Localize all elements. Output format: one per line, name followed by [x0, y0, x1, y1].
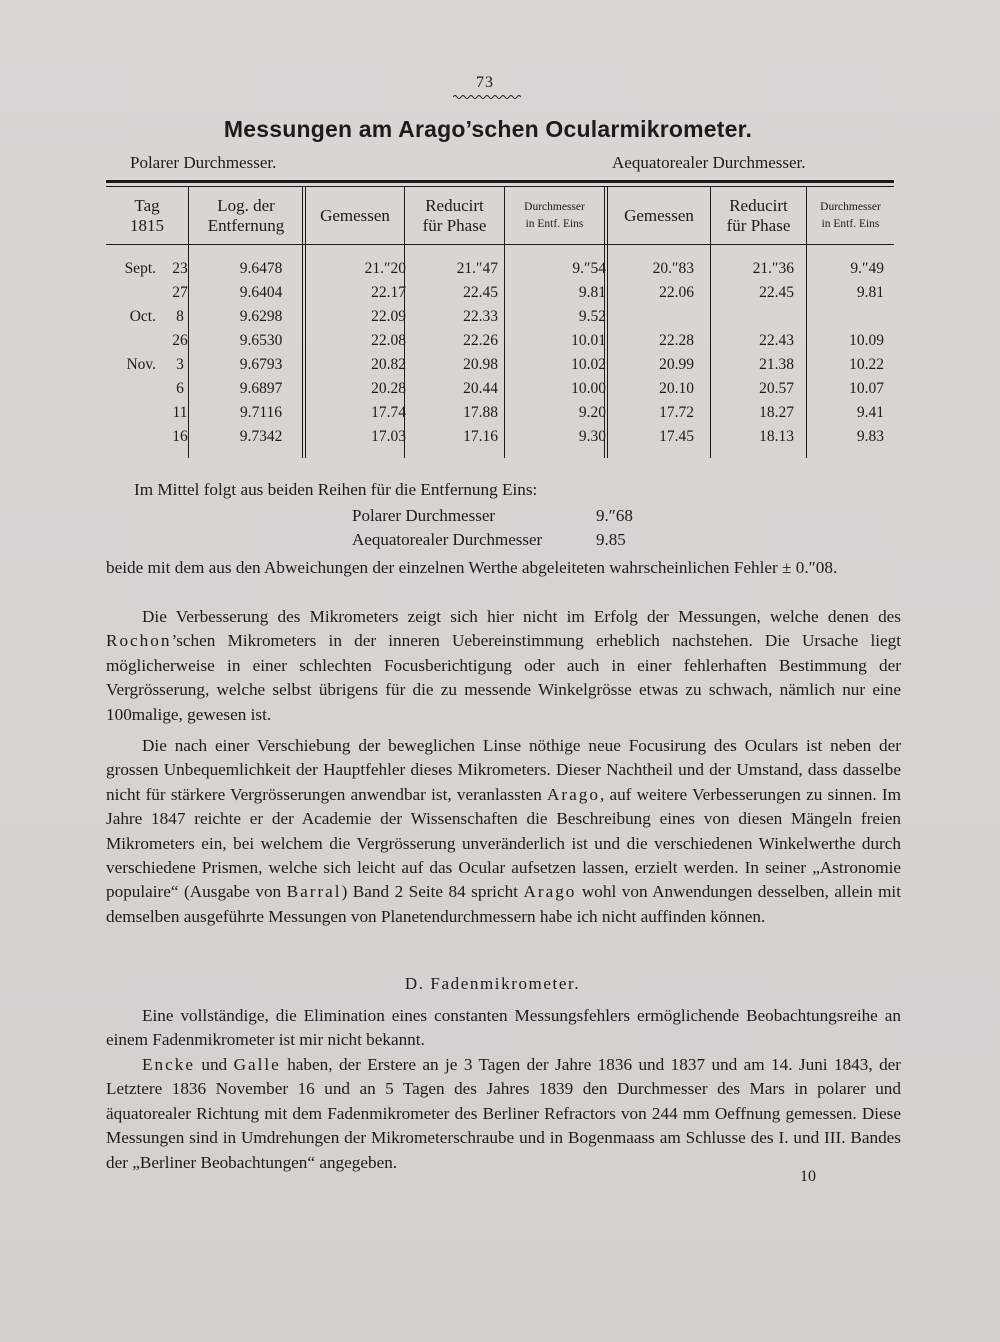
mean-polar-label: Polarer Durchmesser: [352, 506, 496, 525]
page-number: 73: [476, 74, 494, 91]
wavy-underline: [453, 94, 521, 100]
paragraph-encke-galle: [106, 1053, 901, 1175]
paragraph-text: haben, der Erstere an je 3 Tagen der Jahre 1836 und 1837 und am 14. Juni 1843, der Letztere 1836 November 16 und an 5 Tagen des Jahres 1839 den Durchmesser des Mars in polarer und äquatorealer Richtung mit dem Fadenmikrometer des Berliner Refractors von 244 mm Oeffnung gemessen. Diese Messungen sind in Umdrehungen der Mikrometerschraube und in Bogenmaass am Schlusse des I. und III. Bandes der „Berliner Beobachtungen“ angegeben.: [106, 1055, 902, 1172]
cell-gemessen-polar: 20.82: [371, 356, 406, 373]
cell-durchmesser-polar: 9.81: [578, 284, 606, 301]
header-tag-line2: 1815: [130, 216, 164, 235]
cell-gemessen-aeq: 22.06: [659, 284, 694, 301]
header-reducirt-aeq: [711, 190, 806, 242]
header-reducirt-polar: [405, 190, 504, 242]
cell-reducirt-polar: 20.98: [463, 356, 498, 373]
cell-reducirt-aeq: 22.43: [759, 332, 794, 349]
cell-durchmesser-polar: 10.00: [571, 380, 606, 397]
header-reducirt-line1: Reducirt: [729, 196, 788, 215]
mean-aeq-value: 9.85: [596, 530, 626, 549]
cell-gemessen-polar: 17.74: [371, 404, 406, 421]
paragraph-verbesserung: [106, 605, 901, 727]
name-rochon: Rochon: [106, 631, 172, 651]
header-log-line2: Entfernung: [207, 216, 285, 235]
name-encke: Encke: [142, 1055, 195, 1074]
name-arago: Arago: [523, 882, 577, 902]
cell-reducirt-aeq: 18.13: [759, 428, 794, 445]
header-tag-line1: Tag: [134, 196, 160, 215]
page-title: Messungen am Arago’schen Ocularmikrometer.: [223, 116, 753, 142]
table-row: [106, 332, 894, 356]
header-durchmesser-line2: in Entf. Eins: [525, 218, 584, 230]
cell-month: Sept.: [124, 260, 156, 277]
name-barral: Barral: [286, 882, 342, 902]
table-rule-top-thin: [106, 186, 894, 187]
cell-durchmesser-polar: 9.″54: [572, 260, 606, 277]
table-row: [106, 284, 894, 308]
cell-log: 9.7116: [239, 404, 283, 421]
cell-reducirt-polar: 22.45: [463, 284, 498, 301]
paragraph-text: ) Band 2 Seite 84 spricht: [341, 882, 524, 902]
cell-reducirt-polar: 20.44: [463, 380, 498, 397]
cell-reducirt-aeq: 21.″36: [752, 260, 794, 277]
paragraph-text: Die Verbesserung des Mikrometers zeigt sich hier nicht im Erfolg der Messungen, welche denen des: [142, 607, 901, 626]
cell-log: 9.6897: [239, 380, 283, 397]
cell-reducirt-aeq: 18.27: [759, 404, 794, 421]
cell-log: 9.7342: [239, 428, 283, 445]
cell-gemessen-polar: 17.03: [371, 428, 406, 445]
paragraph-fehler: beide mit dem aus den Abweichungen der einzelnen Werthe abgeleiteten wahrscheinlichen Fehler ± 0.″08.: [106, 558, 838, 577]
table-rule-top: [106, 180, 894, 183]
table-rule-header: [106, 244, 894, 245]
cell-reducirt-aeq: 22.45: [759, 284, 794, 301]
cell-day: 16: [172, 428, 188, 445]
header-log: [190, 190, 302, 242]
header-log-line1: Log. der: [217, 196, 275, 215]
paragraph-text: , auf weitere Verbesserungen zu sinnen. Im Jahre 1847 reichte er der Academie der Wissenschaften die Beschreibung eines von diesen Mängeln freien Mikrometers ein, bei welchem die Vergrösserung unveränderlich ist und die verschiedenen Winkelwerthe durch verschiedene Prismen, welche sich leicht auf das Ocular aufsetzen lassen, erzielt werden. In seiner „Astronomie populaire“ (Ausgabe von: [106, 784, 901, 902]
cell-log: 9.6793: [239, 356, 283, 373]
header-gemessen-text: Gemessen: [624, 206, 694, 225]
subtitle-polar: Polarer Durchmesser.: [130, 153, 277, 172]
section-heading: D. Fadenmikrometer.: [404, 974, 581, 993]
cell-day: 11: [172, 404, 188, 421]
cell-durchmesser-aeq: 9.81: [856, 284, 884, 301]
name-galle: Galle: [233, 1055, 281, 1074]
subtitle-aequatoreal: Aequatorealer Durchmesser.: [612, 153, 806, 172]
cell-gemessen-aeq: 17.45: [659, 428, 694, 445]
cell-gemessen-polar: 22.08: [371, 332, 406, 349]
cell-log: 9.6478: [239, 260, 283, 277]
table-row: [106, 356, 894, 380]
paragraph-text: ’schen Mikrometers in der inneren Uebereinstimmung erheblich nachstehen. Die Ursache liegt möglicherweise in einer schlechten Focusberichtigung oder auch in einer fehlerhaften Bestimmung der Vergrösserung, welche selbst übrigens für die zu messende Winkelgrösse etwas zu schwach, nämlich nur eine 100malige, gewesen ist.: [106, 631, 901, 724]
table-row: [106, 428, 894, 452]
cell-gemessen-polar: 22.09: [371, 308, 406, 325]
header-reducirt-line2: für Phase: [422, 216, 487, 235]
mittel-line: Im Mittel folgt aus beiden Reihen für die Entfernung Eins:: [134, 480, 538, 499]
cell-durchmesser-polar: 10.02: [571, 356, 606, 373]
cell-log: 9.6298: [239, 308, 283, 325]
cell-reducirt-aeq: 20.57: [759, 380, 794, 397]
cell-reducirt-aeq: 21.38: [759, 356, 794, 373]
cell-gemessen-polar: 22.17: [371, 284, 406, 301]
header-durchmesser-aeq: [807, 190, 894, 242]
cell-month: Oct.: [129, 308, 156, 325]
cell-durchmesser-aeq: 10.22: [849, 356, 884, 373]
cell-day: 3: [176, 356, 184, 373]
cell-durchmesser-polar: 9.52: [578, 308, 606, 325]
paragraph-text: wohl von Anwendungen desselben, allein mit demselben ausgeführte Messungen von Planetendurchmessern habe ich nicht auffinden können.: [106, 882, 901, 926]
mean-aeq-label: Aequatorealer Durchmesser: [352, 530, 543, 549]
cell-log: 9.6530: [239, 332, 283, 349]
cell-durchmesser-polar: 9.20: [578, 404, 606, 421]
cell-durchmesser-aeq: 9.″49: [850, 260, 884, 277]
cell-durchmesser-aeq: 9.83: [856, 428, 884, 445]
cell-gemessen-aeq: 20.″83: [652, 260, 694, 277]
cell-gemessen-aeq: 20.10: [659, 380, 694, 397]
header-gemessen-polar: [306, 190, 404, 242]
paragraph-fadenmikrometer: Eine vollständige, die Elimination eines constanten Messungsfehlers ermöglichende Beobachtungsreihe an einem Fadenmikrometer ist mir nicht bekannt.: [106, 1006, 901, 1050]
mean-polar-value: 9.″68: [596, 506, 633, 525]
cell-log: 9.6404: [239, 284, 283, 301]
cell-durchmesser-polar: 10.01: [571, 332, 606, 349]
header-gemessen-aeq: [608, 190, 710, 242]
cell-gemessen-aeq: 20.99: [659, 356, 694, 373]
cell-reducirt-polar: 22.33: [463, 308, 498, 325]
header-reducirt-line2: für Phase: [726, 216, 791, 235]
cell-durchmesser-aeq: 10.07: [849, 380, 884, 397]
table-row: [106, 404, 894, 428]
cell-reducirt-polar: 22.26: [463, 332, 498, 349]
cell-reducirt-polar: 17.88: [463, 404, 498, 421]
cell-day: 27: [172, 284, 188, 301]
cell-reducirt-polar: 17.16: [463, 428, 498, 445]
cell-day: 8: [176, 308, 184, 325]
name-arago: Arago: [547, 784, 600, 804]
cell-gemessen-polar: 21.″20: [364, 260, 406, 277]
header-tag: [106, 190, 188, 242]
cell-durchmesser-aeq: 10.09: [849, 332, 884, 349]
header-durchmesser-polar: [505, 190, 604, 242]
cell-day: 26: [172, 332, 188, 349]
cell-gemessen-polar: 20.28: [371, 380, 406, 397]
cell-durchmesser-polar: 9.30: [578, 428, 606, 445]
cell-gemessen-aeq: 22.28: [659, 332, 694, 349]
cell-month: Nov.: [126, 356, 156, 373]
table-row: [106, 308, 894, 332]
cell-day: 23: [172, 260, 188, 277]
paragraph-focusirung: [106, 734, 901, 929]
signature-mark: 10: [800, 1168, 816, 1185]
table-row: [106, 380, 894, 404]
cell-gemessen-aeq: 17.72: [659, 404, 694, 421]
cell-day: 6: [176, 380, 184, 397]
paragraph-text: Die nach einer Verschiebung der beweglichen Linse nöthige neue Focusirung des Oculars ist neben der grossen Unbequemlichkeit der Hauptfehler dieses Mikrometers. Dieser Nachtheil und der Umstand, dass dasselbe nicht für stärkere Vergrösserungen anwendbar ist, veranlassten: [106, 736, 901, 804]
header-gemessen-text: Gemessen: [320, 206, 390, 225]
table-row: [106, 260, 894, 284]
cell-reducirt-polar: 21.″47: [456, 260, 498, 277]
measurement-table: [106, 176, 894, 460]
header-durchmesser-line1: Durchmesser: [524, 201, 585, 213]
paragraph-text: und: [194, 1055, 234, 1074]
header-reducirt-line1: Reducirt: [425, 196, 484, 215]
header-durchmesser-line1: Durchmesser: [820, 201, 881, 213]
header-durchmesser-line2: in Entf. Eins: [821, 218, 880, 230]
cell-durchmesser-aeq: 9.41: [856, 404, 884, 421]
